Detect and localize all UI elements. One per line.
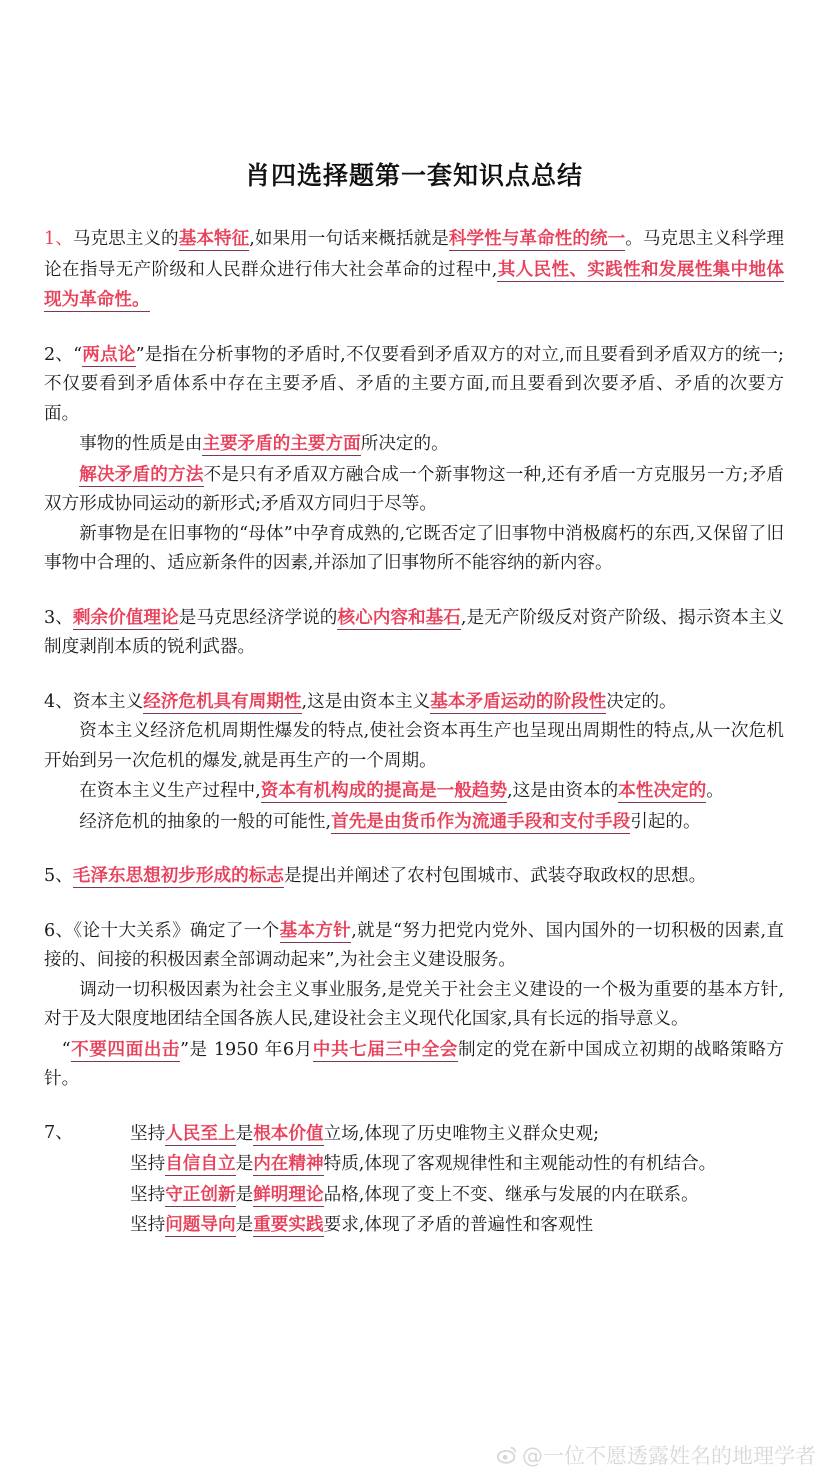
section-6-paragraph-3 <box>44 1035 784 1095</box>
section-7 <box>44 1119 784 1241</box>
highlight: 基本矛盾运动的阶段性 <box>430 690 607 712</box>
highlight: 两点论 <box>82 343 136 365</box>
section-number: 4、 <box>44 691 73 712</box>
weibo-logo-icon <box>496 1444 518 1466</box>
text: ,这是由资本主义 <box>301 691 431 712</box>
highlight: 核心内容和基石 <box>337 606 461 628</box>
text: 引起的。 <box>630 811 701 832</box>
section-number: 2、 <box>44 344 74 365</box>
text: 坚持 <box>130 1123 166 1144</box>
text: ,是无产阶级反对资产阶级、揭示资本主义制度剥削本质的锐利武器。 <box>44 607 784 657</box>
section-1 <box>44 224 784 316</box>
text: 事物的性质是由 <box>79 434 203 454</box>
highlight: 人民至上 <box>165 1122 236 1144</box>
section-3 <box>44 603 784 663</box>
highlight: 不要四面出击 <box>70 1038 181 1060</box>
highlight: 基本方针 <box>279 919 352 941</box>
row-text <box>130 1119 599 1150</box>
text: 在资本主义生产过程中, <box>79 781 261 801</box>
section-number: 6、 <box>44 920 74 941</box>
highlight: 内在精神 <box>253 1153 324 1174</box>
text: 坚持 <box>130 1184 166 1205</box>
section-2-paragraph-2 <box>44 429 784 460</box>
text: 制定的党在新中国成立初期的战略策略方针。 <box>44 1039 784 1089</box>
text: ,这是由资本的 <box>507 781 619 801</box>
highlight: 守正创新 <box>165 1183 236 1205</box>
section-4-paragraph-2: 资本主义经济危机周期性爆发的特点,使社会资本再生产也呈现出周期性的特点,从一次危机开始到另一次危机的爆发,就是再生产的一个周期。 <box>44 721 784 771</box>
highlight: 重要实践 <box>253 1214 324 1235</box>
section-6 <box>44 916 784 1095</box>
text: 要求,体现了矛盾的普遍性和客观性 <box>323 1215 594 1235</box>
text: 资本主义 <box>72 691 144 712</box>
text: 坚持 <box>130 1215 166 1235</box>
text: 是 <box>235 1184 254 1205</box>
section-2-paragraph-3 <box>44 460 784 520</box>
highlight: 科学性与革命性的统一 <box>448 228 626 249</box>
highlight: 问题导向 <box>165 1214 236 1235</box>
highlight: 根本价值 <box>253 1122 324 1144</box>
section-number: 1、 <box>44 229 73 249</box>
highlight: 主要矛盾的主要方面 <box>202 433 361 454</box>
text: 。 <box>706 781 724 801</box>
highlight: 毛泽东思想初步形成的标志 <box>72 865 284 886</box>
text: ”是指在分析事物的矛盾时,不仅要看到矛盾双方的对立,而且要看到矛盾双方的统一;不仅要看到矛盾体系中存在主要矛盾、矛盾的主要方面,而且要看到次要矛盾、矛盾的次要方面。 <box>44 344 784 424</box>
text: 坚持 <box>130 1154 166 1174</box>
highlight: 资本有机构成的提高是一般趋势 <box>260 780 508 801</box>
section-7-row-2 <box>44 1149 784 1180</box>
watermark-text: @一位不愿透露姓名的地理学者 <box>522 1444 816 1468</box>
section-4 <box>44 687 784 838</box>
text: “ <box>61 1039 71 1060</box>
section-3-paragraph <box>44 603 784 663</box>
highlight: 基本特征 <box>178 228 250 249</box>
text: 是 <box>235 1215 254 1235</box>
highlight: 解决矛盾的方法 <box>79 463 204 485</box>
highlight: 鲜明理论 <box>253 1183 324 1205</box>
section-7-row-3 <box>44 1180 784 1211</box>
section-number: 3、 <box>44 607 73 628</box>
text: 经济危机的抽象的一般的可能性, <box>79 811 332 832</box>
section-number: 5、 <box>44 866 73 886</box>
section-5 <box>44 861 784 892</box>
section-4-paragraph-1 <box>44 687 784 718</box>
text: 品格,体现了变上不变、继承与发展的内在联系。 <box>323 1184 699 1205</box>
section-7-row-1 <box>44 1119 784 1150</box>
section-4-paragraph-3 <box>44 776 784 807</box>
highlight: 其人民性、实践性和发展性集中地体现为革命性。 <box>44 258 784 310</box>
document-body <box>44 224 784 1265</box>
highlight: 首先是由货币作为流通手段和支付手段 <box>331 810 631 832</box>
text: 是 <box>235 1154 254 1174</box>
text: 。马克思主义科学理论在指导无产阶级和人民群众进行伟大社会革命的过程中, <box>44 229 784 280</box>
text: 所决定的。 <box>360 434 449 454</box>
section-2-paragraph-4: 新事物是在旧事物的“母体”中孕育成熟的,它既否定了旧事物中消极腐朽的东西,又保留了旧事物中合理的、适应新条件的因素,并添加了旧事物所不能容纳的新内容。 <box>44 523 784 573</box>
text: 马克思主义的 <box>72 229 179 249</box>
highlight: 剩余价值理论 <box>72 606 179 628</box>
text: 是 <box>235 1123 254 1144</box>
section-2-paragraph-1 <box>44 340 784 430</box>
section-4-paragraph-4 <box>44 807 784 838</box>
page-title: 肖四选择题第一套知识点总结 <box>244 161 583 190</box>
section-6-paragraph-2: 调动一切积极因素为社会主义事业服务,是党关于社会主义建设的一个极为重要的基本方针,对于及大限度地团结全国各族人民,建设社会主义现代化国家,具有长远的指导意义。 <box>44 979 784 1029</box>
section-number: 7、 <box>44 1122 73 1143</box>
text: 不是只有矛盾双方融合成一个新事物这一种,还有矛盾一方克服另一方;矛盾双方形成协同运动的新形式;矛盾双方同归于尽等。 <box>44 464 784 514</box>
text: 特质,体现了客观规律性和主观能动性的有机结合。 <box>323 1154 717 1174</box>
text: 是提出并阐述了农村包围城市、武装夺取政权的思想。 <box>283 866 707 886</box>
highlight: 中共七届三中全会 <box>312 1038 458 1060</box>
text: 是马克思经济学说的 <box>178 607 338 628</box>
section-2 <box>44 340 784 579</box>
section-5-paragraph <box>44 861 784 892</box>
text: 立场,体现了历史唯物主义群众史观; <box>323 1123 600 1144</box>
text: “ <box>73 344 83 365</box>
text: 《论十大关系》确定了一个 <box>73 920 280 941</box>
highlight: 本性决定的 <box>618 780 707 801</box>
section-7-row-4 <box>44 1210 784 1241</box>
text: 决定的。 <box>606 691 677 712</box>
section-1-paragraph <box>44 224 784 316</box>
highlight: 经济危机具有周期性 <box>143 690 302 712</box>
watermark <box>496 1440 816 1470</box>
text: ,就是“努力把党内党外、国内国外的一切积极的因素,直接的、间接的积极因素全部调动起来”,为社会主义建设服务。 <box>44 920 785 970</box>
highlight: 自信自立 <box>165 1153 236 1174</box>
text: ”是 1950 年6月 <box>180 1039 313 1060</box>
text: ,如果用一句话来概括就是 <box>249 229 449 249</box>
section-6-paragraph-1 <box>44 916 784 976</box>
